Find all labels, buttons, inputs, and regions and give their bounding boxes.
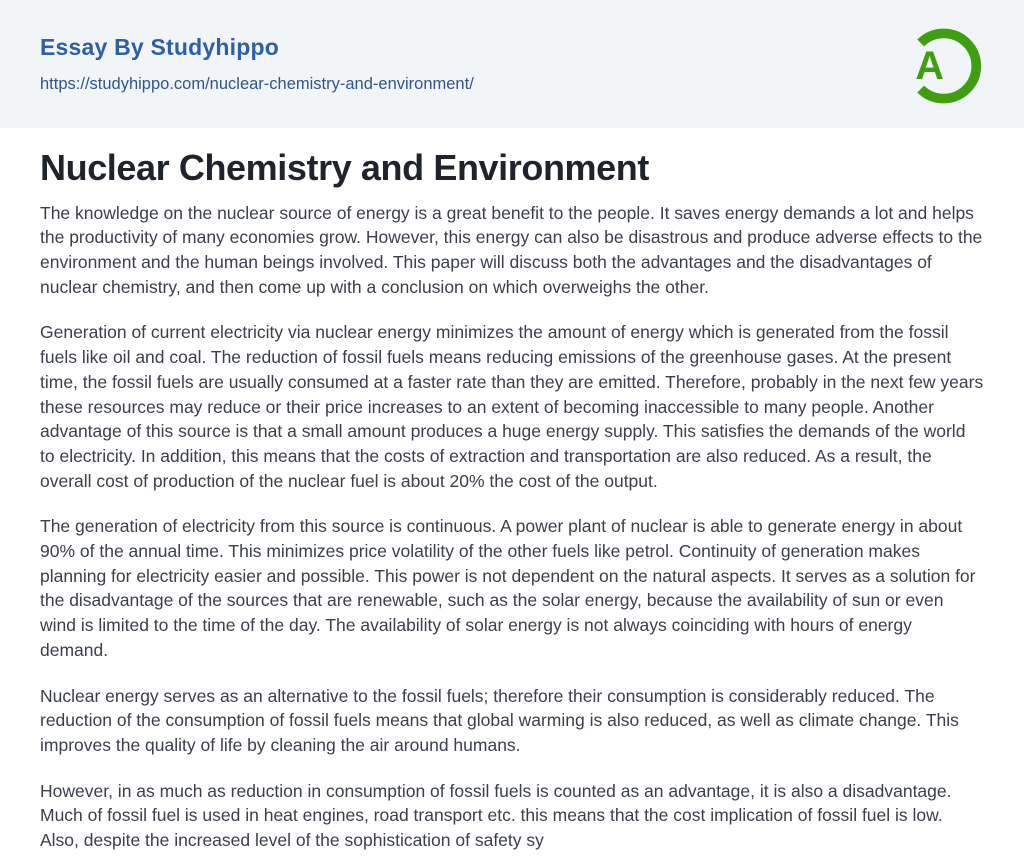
page-header [0,0,1024,128]
article [0,128,1024,853]
article-paragraph: However, in as much as reduction in consumption of fossil fuels is counted as an advantage, it is also a disadvantage. Much of fossil fuel is used in heat engines, road transport etc. this means that the cost implication of fossil fuel is low. Also, despite the increased level of the sophistication of safety sy [40,780,952,851]
studyhippo-logo-icon[interactable] [898,22,986,110]
article-title: Nuclear Chemistry and Environment [40,147,649,188]
site-label: Essay By Studyhippo [40,34,279,60]
article-body [40,201,984,853]
source-url-link[interactable]: https://studyhippo.com/nuclear-chemistry-and-environment/ [40,75,474,94]
article-paragraph: Generation of current electricity via nuclear energy minimizes the amount of energy which is generated from the fossil fuels like oil and coal. The reduction of fossil fuels means reducing emissions of the greenhouse gases. At the present time, the fossil fuels are usually consumed at a faster rate than they are emitted. Therefore, probably in the next few years these resources may reduce or their price increases to an extent of becoming inaccessible to many people. Another advantage of this source is that a small amount produces a huge energy supply. This satisfies the demands of the world to electricity. In addition, this means that the costs of extraction and transportation are also reduced. As a result, the overall cost of production of the nuclear fuel is about 20% the cost of the output. [40,322,984,491]
article-paragraph: Nuclear energy serves as an alternative to the fossil fuels; therefore their consumption is considerably reduced. The reduction of the consumption of fossil fuels means that global warming is also reduced, as well as climate change. This improves the quality of life by cleaning the air around humans. [40,685,959,755]
logo-letter: A [915,44,944,89]
article-paragraph: The generation of electricity from this source is continuous. A power plant of nuclear is able to generate energy in about 90% of the annual time. This minimizes price volatility of the other fuels like petrol. Continuity of generation makes planning for electricity easier and possible. This power is not dependent on the natural aspects. It serves as a solution for the disadvantage of the sources that are renewable, such as the solar energy, because the availability of sun or even wind is limited to the time of the day. The availability of solar energy is not always coinciding with hours of energy demand. [40,516,976,660]
article-paragraph: The knowledge on the nuclear source of energy is a great benefit to the people. It saves energy demands a lot and helps the productivity of many economies grow. However, this energy can also be disastrous and produce adverse effects to the environment and the human beings involved. This paper will discuss both the advantages and the disadvantages of nuclear chemistry, and then come up with a conclusion on which overweighs the other. [40,202,983,297]
header-text-block [40,34,474,95]
